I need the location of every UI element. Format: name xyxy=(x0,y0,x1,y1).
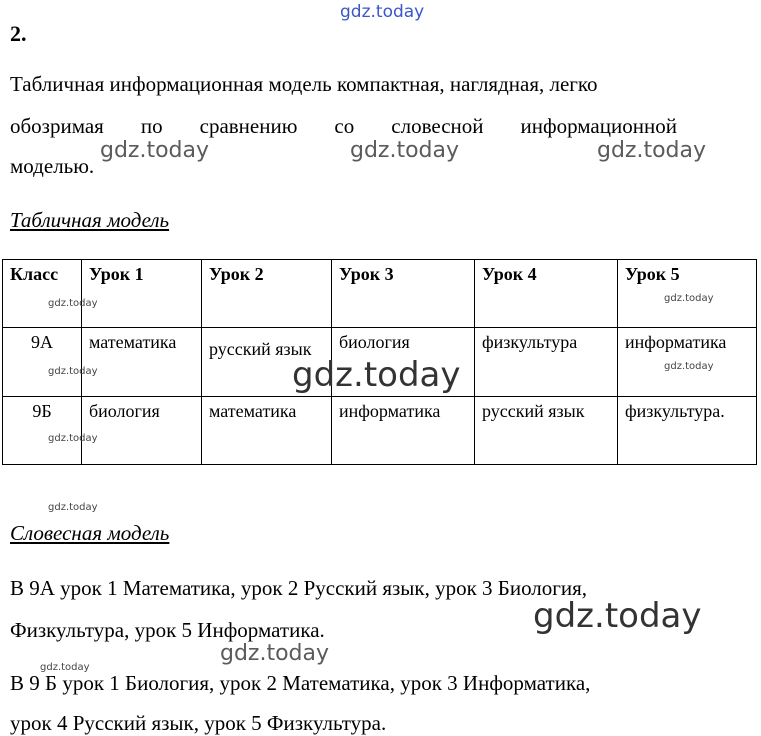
intro-word: информационной xyxy=(520,114,677,138)
watermark: gdz.today xyxy=(48,366,98,377)
lesson-cell: физкультура xyxy=(475,328,618,397)
intro-word: по xyxy=(140,114,163,138)
verbal-line: Физкультура, урок 5 Информатика. xyxy=(10,618,325,642)
watermark: gdz.today xyxy=(100,138,210,163)
header-cell: Урок 3 xyxy=(332,260,475,328)
watermark: gdz.today xyxy=(664,293,714,304)
watermark: gdz.today xyxy=(48,502,98,513)
lesson-cell: русский язык xyxy=(475,397,618,465)
verbal-model-heading: Словесная модель xyxy=(10,521,170,545)
lesson-cell: информатика xyxy=(332,397,475,465)
intro-line-2 xyxy=(10,114,677,139)
header-cell: Урок 5 xyxy=(618,260,757,328)
intro-line-1: Табличная информационная модель компактная, наглядная, легко xyxy=(10,72,598,96)
class-cell: 9Б xyxy=(3,397,82,465)
intro-line-3: моделью. xyxy=(10,154,95,178)
problem-number: 2. xyxy=(10,21,27,46)
table-header-row xyxy=(3,260,757,328)
watermark-top: gdz.today xyxy=(340,2,425,22)
lesson-cell: математика xyxy=(202,397,332,465)
watermark: gdz.today xyxy=(48,298,98,309)
watermark: gdz.today xyxy=(292,355,461,395)
watermark: gdz.today xyxy=(40,662,90,673)
intro-word: сравнению xyxy=(199,114,298,138)
intro-word: словесной xyxy=(391,114,484,138)
header-cell: Урок 4 xyxy=(475,260,618,328)
verbal-line: В 9А урок 1 Математика, урок 2 Русский язык, урок 3 Биология, xyxy=(10,576,588,600)
watermark: gdz.today xyxy=(350,138,460,163)
header-cell: Класс xyxy=(3,260,82,328)
lesson-cell: биология xyxy=(332,328,475,397)
watermark: gdz.today xyxy=(220,641,330,666)
verbal-line: В 9 Б урок 1 Биология, урок 2 Математика, урок 3 Информатика, xyxy=(10,671,591,695)
header-cell: Урок 2 xyxy=(202,260,332,328)
header-cell: Урок 1 xyxy=(82,260,202,328)
class-cell: 9А xyxy=(3,328,82,397)
watermark: gdz.today xyxy=(664,361,714,372)
table-row xyxy=(3,397,757,465)
lesson-cell: математика xyxy=(82,328,202,397)
watermark: gdz.today xyxy=(597,138,707,163)
table-model-heading: Табличная модель xyxy=(10,208,170,232)
verbal-line: урок 4 Русский язык, урок 5 Физкультура. xyxy=(10,711,387,735)
intro-word: обозримая xyxy=(10,114,104,138)
watermark: gdz.today xyxy=(533,596,702,636)
lesson-cell: русский язык xyxy=(202,328,332,397)
intro-word: со xyxy=(334,114,355,138)
lesson-cell: биология xyxy=(82,397,202,465)
lesson-cell: физкультура. xyxy=(618,397,757,465)
watermark: gdz.today xyxy=(48,433,98,444)
lesson-cell: информатика xyxy=(618,328,757,397)
